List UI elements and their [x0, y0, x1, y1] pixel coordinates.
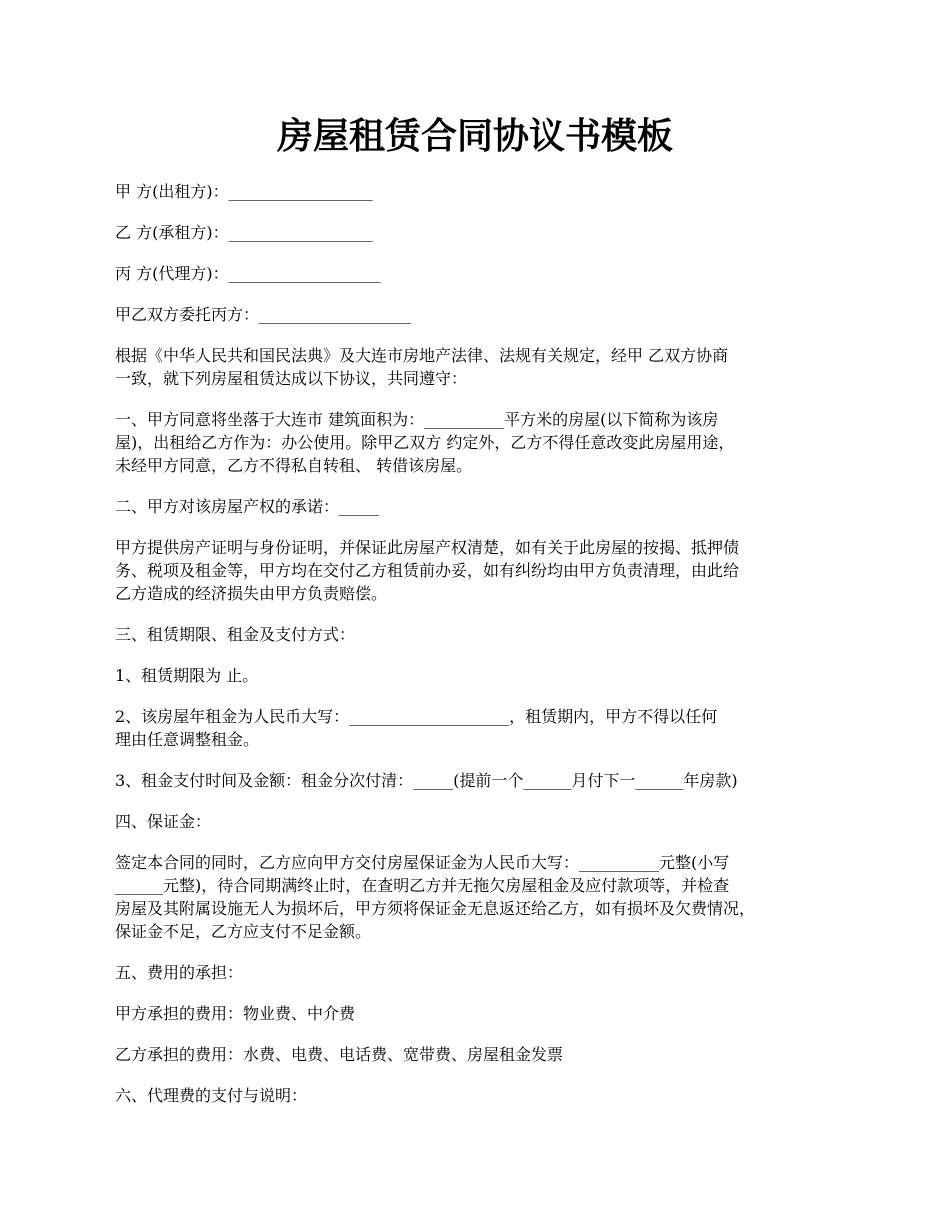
party-c-line: 丙 方(代理方)：___________________ [115, 264, 381, 283]
preamble-paragraph: 根据《中华人民共和国民法典》及大连市房地产法律、法规有关规定，经甲 乙双方协商 一致，就下列房屋租赁达成以下协议，共同遵守： [115, 346, 729, 388]
clause-3-item-2: 2、该房屋年租金为人民币大写：____________________，租赁期内，甲方不得以任何 理由任意调整租金。 [115, 707, 718, 749]
party-a-line: 甲 方(出租方)：__________________ [115, 182, 373, 201]
clause-5-heading: 五、费用的承担： [115, 963, 244, 982]
document-body [115, 180, 850, 1125]
clause-1-paragraph: 一、甲方同意将坐落于大连市 建筑面积为：__________平方米的房屋(以下简称为该房 屋)，出租给乙方作为：办公使用。除甲乙双方 约定外，乙方不得任意改变此房屋用途， 未经甲方同意，乙方不得私自转租、 转借该房屋。 [115, 410, 735, 475]
clause-5-party-b-costs: 乙方承担的费用：水费、电费、电话费、宽带费、房屋租金发票 [115, 1045, 564, 1064]
clause-2-paragraph: 甲方提供房产证明与身份证明，并保证此房屋产权清楚，如有关于此房屋的按揭、抵押债 务、税项及租金等，甲方均在交付乙方租赁前办妥，如有纠纷均由甲方负责清理，由此给 乙方造成的经济损失由甲方负责赔偿。 [115, 538, 740, 603]
entrust-line: 甲乙双方委托丙方：___________________ [115, 305, 412, 324]
clause-3-item-3: 3、租金支付时间及金额：租金分次付清：_____(提前一个______月付下一______年房款) [115, 771, 738, 790]
clause-3-heading: 三、租赁期限、租金及支付方式： [115, 625, 356, 644]
clause-4-paragraph: 签定本合同的同时，乙方应向甲方交付房屋保证金为人民币大写：__________元整(小写 ______元整)，待合同期满终止时，在查明乙方并无拖欠房屋租金及应付款项等，并检查 房屋及其附属设施无人为损坏后，甲方须将保证金无息返还给乙方，如有损坏及欠费情况， 保证金不足，乙方应支付不足金额。 [115, 853, 756, 941]
party-b-line: 乙 方(承租方)：__________________ [115, 223, 373, 242]
document-title: 房屋租赁合同协议书模板 [276, 115, 673, 157]
clause-4-heading: 四、保证金： [115, 812, 212, 831]
clause-2-heading: 二、甲方对该房屋产权的承诺：_____ [115, 497, 380, 516]
clause-3-item-1: 1、租赁期限为 止。 [115, 666, 259, 685]
clause-5-party-a-costs: 甲方承担的费用：物业费、中介费 [115, 1004, 356, 1023]
clause-6-heading: 六、代理费的支付与说明： [115, 1086, 308, 1105]
